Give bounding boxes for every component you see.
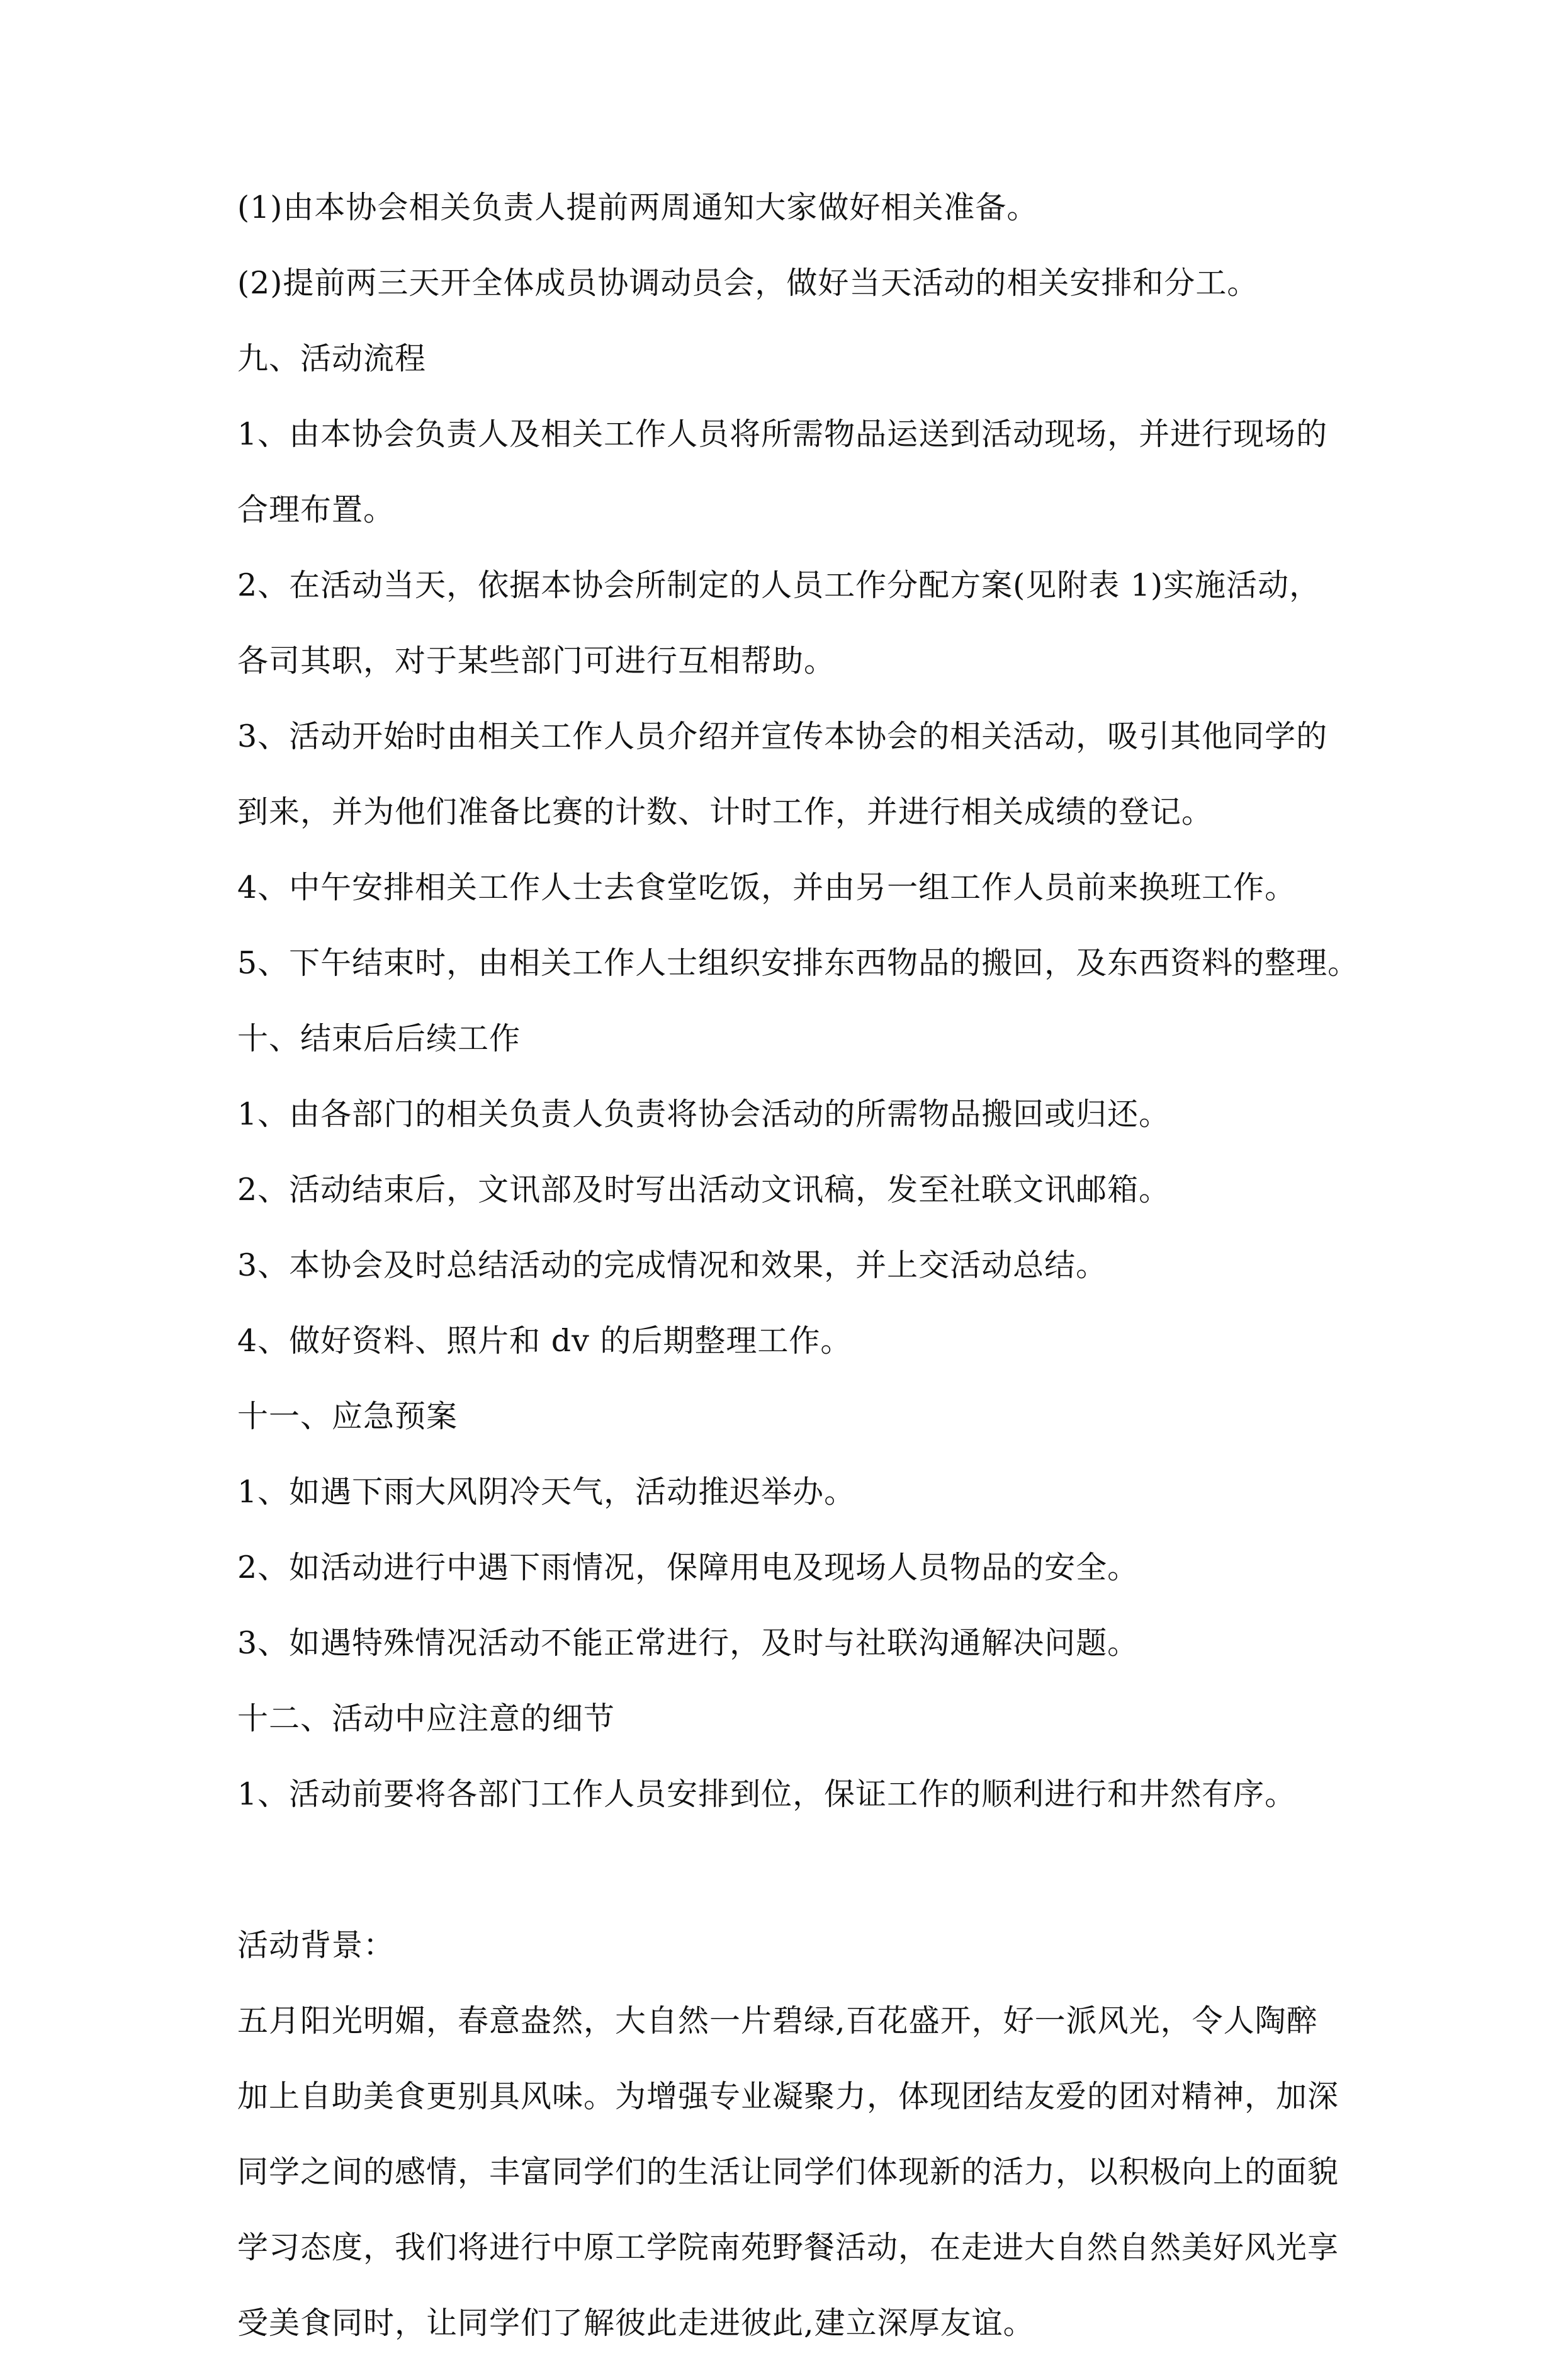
paragraph-line: (1)由本协会相关负责人提前两周通知大家做好相关准备。 [237,190,1039,225]
paragraph-line: 5、下午结束时，由相关工作人士组织安排东西物品的搬回，及东西资料的整理。 [237,945,1360,981]
paragraph-line: 1、活动前要将各部门工作人员安排到位，保证工作的顺利进行和井然有序。 [237,1776,1297,1812]
paragraph-line: 3、如遇特殊情况活动不能正常进行，及时与社联沟通解决问题。 [237,1625,1139,1661]
paragraph-line: 3、本协会及时总结活动的完成情况和效果，并上交活动总结。 [237,1247,1108,1283]
section-heading: 十二、活动中应注意的细节 [237,1701,616,1737]
paragraph-line: 1、如遇下雨大风阴冷天气，活动推迟举办。 [237,1474,856,1510]
paragraph-line: 学习态度，我们将进行中原工学院南苑野餐活动，在走进大自然自然美好风光享 [237,2230,1339,2265]
paragraph-line: 1、由本协会负责人及相关工作人员将所需物品运送到活动现场，并进行现场的 [237,416,1328,452]
paragraph-line: 3、活动开始时由相关工作人员介绍并宣传本协会的相关活动，吸引其他同学的 [237,718,1328,754]
paragraph-line: 1、由各部门的相关负责人负责将协会活动的所需物品搬回或归还。 [237,1096,1171,1132]
section-heading: 十一、应急预案 [237,1398,458,1434]
document-body [237,189,1358,2380]
paragraph-line: 各司其职，对于某些部门可进行互相帮助。 [237,643,836,679]
paragraph-line: 4、做好资料、照片和 dv 的后期整理工作。 [237,1323,852,1359]
paragraph-gap [237,1851,1358,1927]
paragraph-line: 2、在活动当天，依据本协会所制定的人员工作分配方案(见附表 1)实施活动， [237,567,1321,603]
paragraph-line: 同学之间的感情，丰富同学们的生活让同学们体现新的活力，以积极向上的面貌 [237,2154,1339,2190]
paragraph-line: 加上自助美食更别具风味。为增强专业凝聚力，体现团结友爱的团对精神，加深 [237,2078,1339,2114]
section-heading: 十、结束后后续工作 [237,1021,521,1057]
paragraph-line: 4、中午安排相关工作人士去食堂吃饭，并由另一组工作人员前来换班工作。 [237,870,1297,905]
section-heading: 活动背景： [237,1927,395,1963]
paragraph-line: 合理布置。 [237,492,395,528]
paragraph-line: 受美食同时，让同学们了解彼此走进彼此,建立深厚友谊。 [237,2305,1035,2341]
paragraph-line: (2)提前两三天开全体成员协调动员会，做好当天活动的相关安排和分工。 [237,265,1259,301]
paragraph-line: 2、活动结束后，文讯部及时写出活动文讯稿，发至社联文讯邮箱。 [237,1172,1171,1208]
paragraph-line: 2、如活动进行中遇下雨情况，保障用电及现场人员物品的安全。 [237,1550,1139,1585]
paragraph-line: 五月阳光明媚，春意盎然，大自然一片碧绿,百花盛开，好一派风光，令人陶醉 [237,2003,1318,2039]
section-heading: 九、活动流程 [237,341,427,377]
paragraph-line: 到来，并为他们准备比赛的计数、计时工作，并进行相关成绩的登记。 [237,794,1214,830]
